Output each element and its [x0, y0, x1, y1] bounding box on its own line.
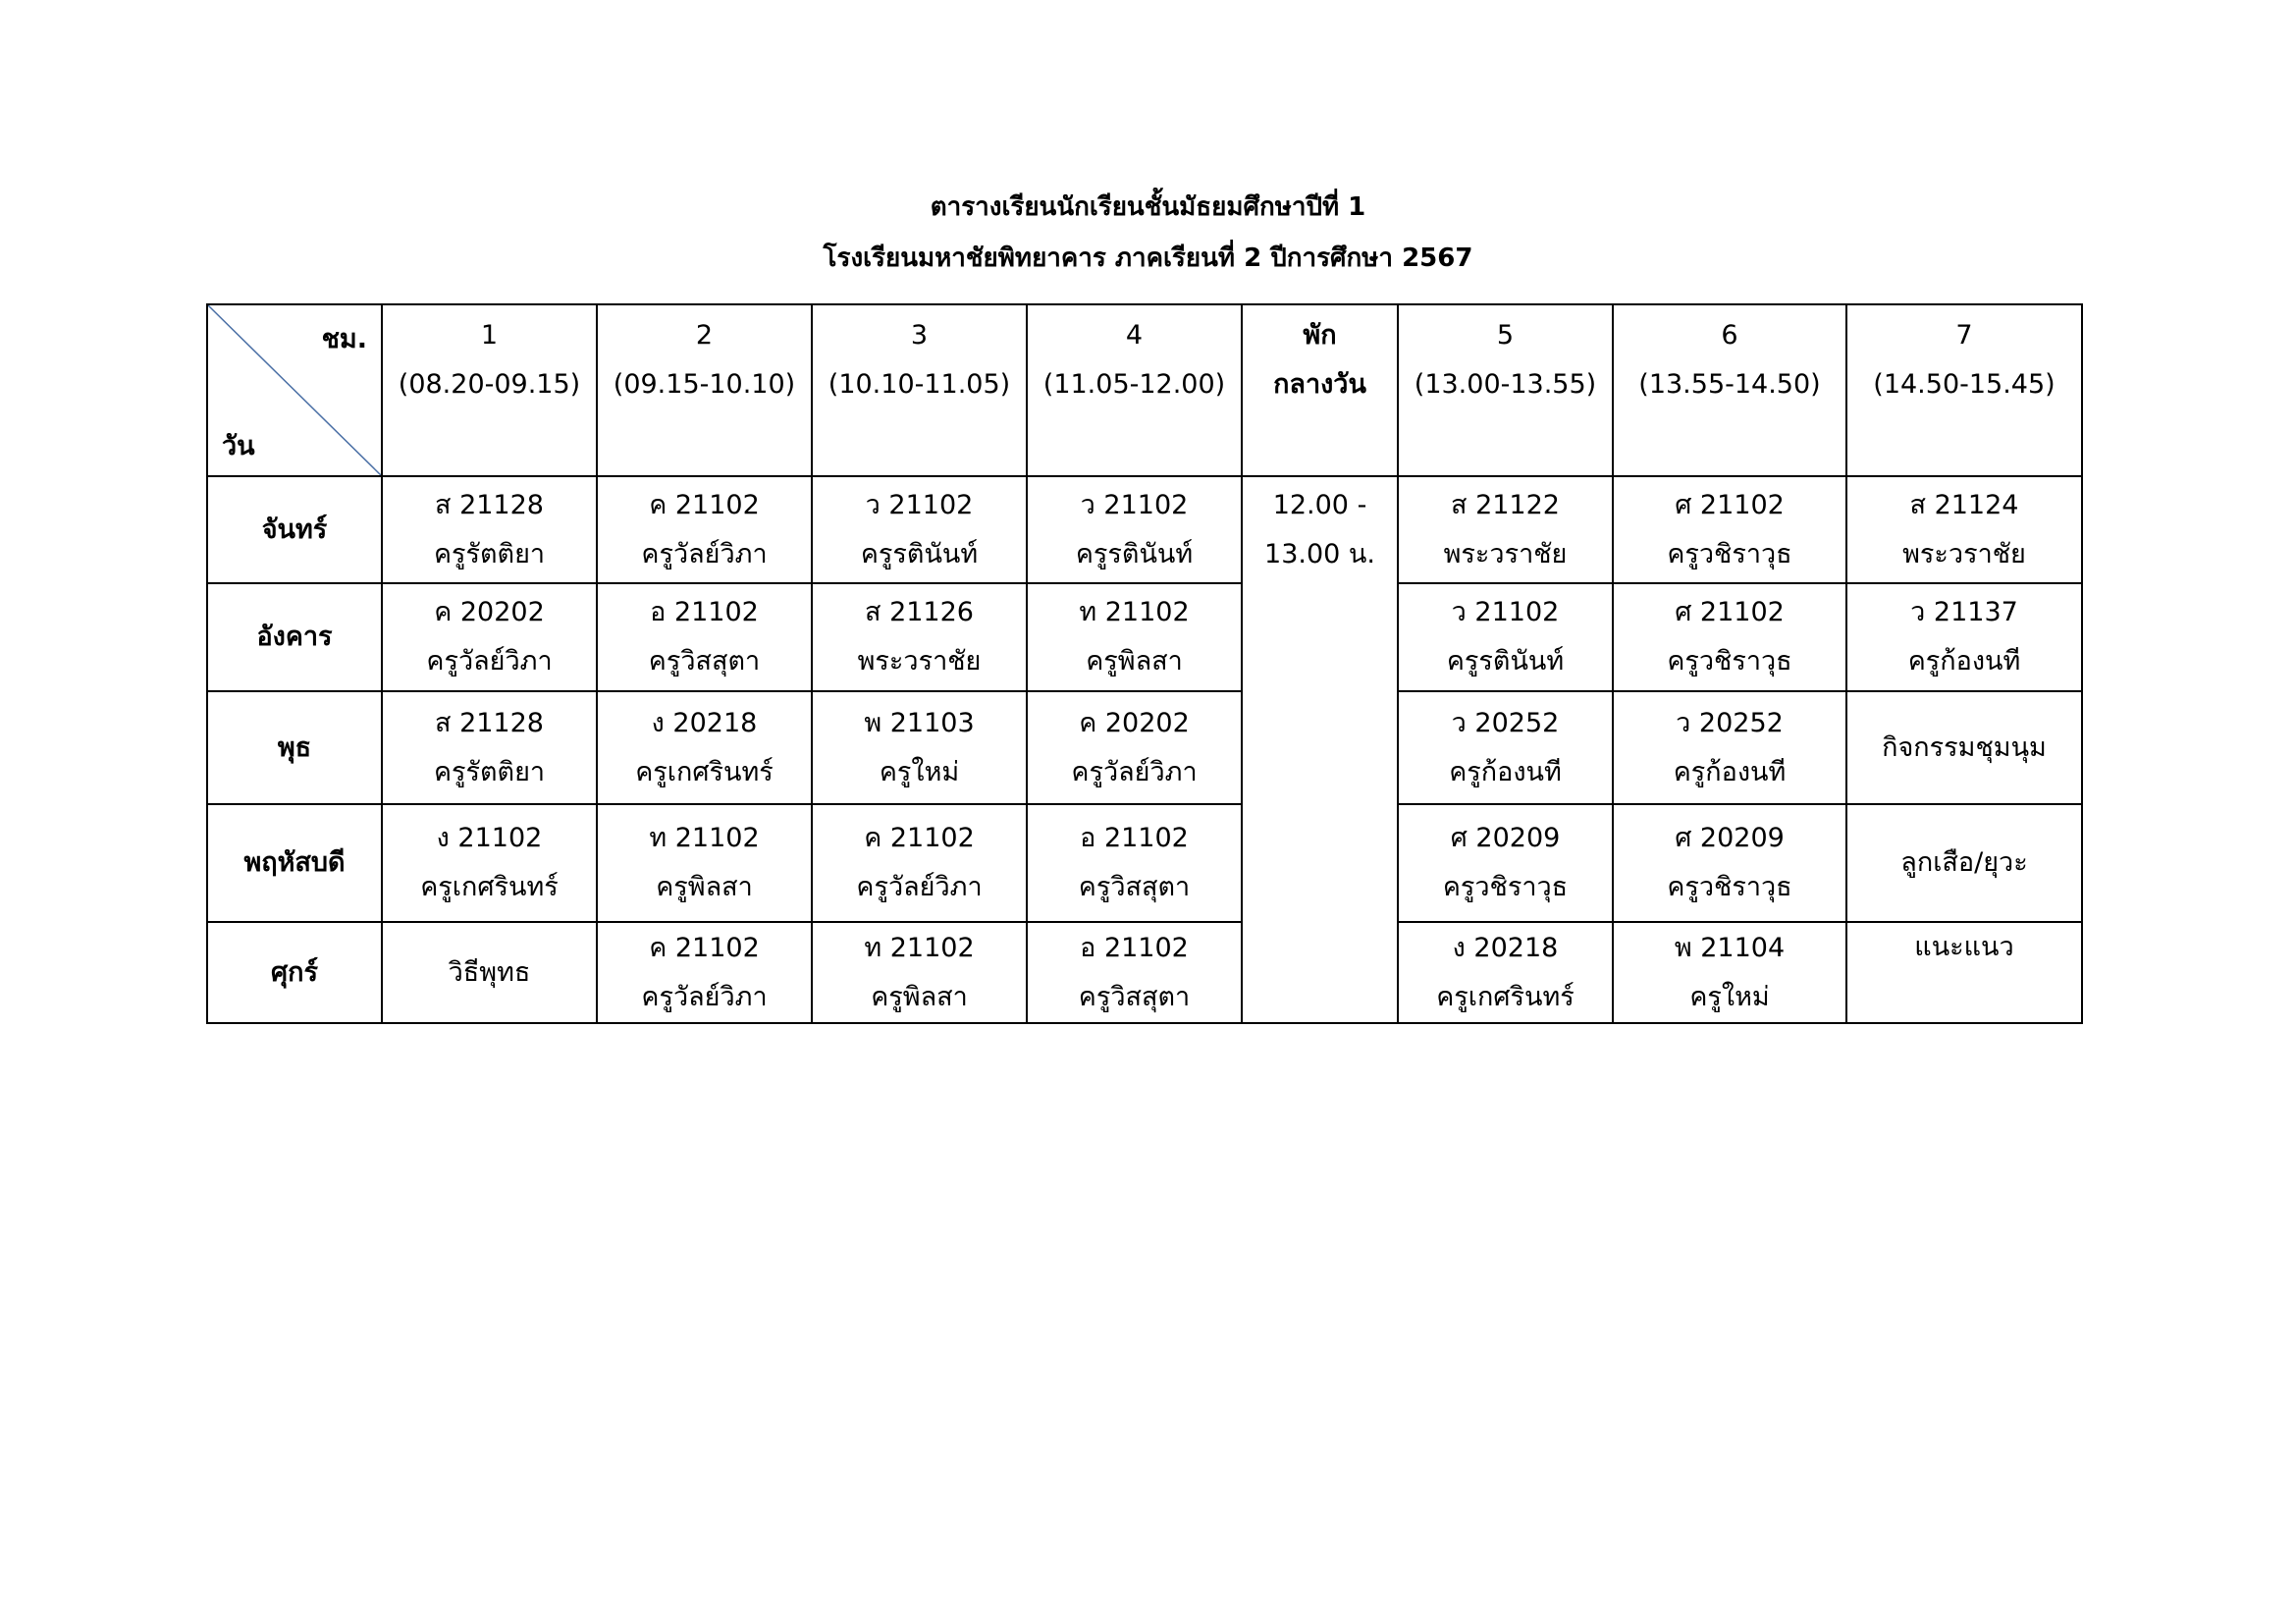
course-code: ส 21128	[435, 489, 544, 520]
teacher-name: พระวราชัย	[1443, 538, 1568, 569]
class-cell	[382, 691, 597, 804]
teacher-name: ครูวิสสุตา	[1078, 981, 1191, 1012]
class-cell	[1613, 691, 1846, 804]
class-cell	[597, 691, 812, 804]
teacher-name: พระวราชัย	[1902, 538, 2026, 569]
course-code: ค 21102	[649, 489, 760, 520]
period-number: 1	[480, 320, 499, 351]
teacher-name: ครูรตินันท์	[860, 538, 979, 569]
teacher-name: ครูเกศรินทร์	[635, 756, 774, 787]
class-cell	[597, 583, 812, 691]
class-cell	[1613, 922, 1846, 1023]
period-time: (13.00-13.55)	[1414, 369, 1597, 400]
course-code: อ 21102	[1080, 823, 1189, 853]
activity-cell	[382, 922, 597, 1023]
course-code: พ 21104	[1674, 932, 1786, 963]
teacher-name: ครูใหม่	[879, 756, 960, 787]
course-code: ค 20202	[1079, 707, 1190, 738]
course-code: ส 21126	[865, 597, 974, 627]
class-cell	[382, 804, 597, 922]
course-code: อ 21102	[1080, 932, 1189, 963]
course-code: ท 21102	[1079, 597, 1190, 627]
lunch-sublabel: กลางวัน	[1273, 369, 1366, 400]
class-cell	[1398, 804, 1613, 922]
teacher-name: ครูวชิราวุธ	[1442, 872, 1569, 902]
teacher-name: ครูรตินันท์	[1075, 538, 1194, 569]
lunch-label: พัก	[1303, 320, 1337, 351]
teacher-name: ครูวัลย์วิภา	[426, 646, 553, 677]
teacher-name: ครูก้องนที	[1449, 756, 1562, 787]
day-row-tuesday	[207, 583, 2082, 691]
teacher-name: ครูใหม่	[1689, 981, 1770, 1012]
period-number: 5	[1496, 320, 1515, 351]
teacher-name: ครูพิลสา	[871, 981, 968, 1012]
course-code: ค 21102	[649, 932, 760, 963]
class-cell	[1613, 583, 1846, 691]
break-start: 12.00 -	[1272, 490, 1367, 520]
course-code: ศ 20209	[1450, 823, 1561, 853]
class-cell	[382, 476, 597, 583]
class-cell	[1027, 922, 1242, 1023]
course-code: ว 21102	[1451, 597, 1560, 627]
day-row-monday	[207, 476, 2082, 583]
period-number: 4	[1125, 320, 1144, 351]
teacher-name: ครูวัลย์วิภา	[641, 538, 768, 569]
course-code: ง 21102	[436, 823, 543, 853]
teacher-name: ครูก้องนที	[1673, 756, 1787, 787]
course-code: ท 21102	[864, 932, 975, 963]
lunch-break-cell	[1242, 476, 1398, 1023]
teacher-name: ครูรัตติยา	[433, 756, 546, 787]
course-code: ว 20252	[1451, 707, 1560, 738]
period-header	[1613, 304, 1846, 476]
activity-cell	[1846, 922, 2082, 1023]
teacher-name: ครูวชิราวุธ	[1667, 646, 1792, 677]
day-row-wednesday	[207, 691, 2082, 804]
period-time: (11.05-12.00)	[1042, 369, 1226, 400]
period-time: (10.10-11.05)	[828, 369, 1011, 400]
class-cell	[1027, 476, 1242, 583]
class-cell	[812, 476, 1027, 583]
period-time: (09.15-10.10)	[613, 369, 796, 400]
course-code: ว 21102	[1080, 489, 1189, 520]
day-row-friday	[207, 922, 2082, 1023]
school-term-subtitle: โรงเรียนมหาชัยพิทยาคาร ภาคเรียนที่ 2 ปีการศึกษา 2567	[823, 244, 1473, 273]
period-time: (14.50-15.45)	[1873, 369, 2056, 400]
teacher-name: ครูวิสสุตา	[1078, 872, 1191, 902]
course-code: ว 21102	[865, 489, 974, 520]
activity-name: ลูกเสือ/ยุวะ	[1900, 847, 2028, 878]
course-code: ค 20202	[434, 597, 545, 627]
period-header	[382, 304, 597, 476]
period-header	[597, 304, 812, 476]
teacher-name: ครูวิสสุตา	[648, 646, 761, 677]
activity-name: วิธีพุทธ	[448, 956, 531, 988]
teacher-name: ครูวัลย์วิภา	[641, 981, 768, 1012]
course-code: ว 21137	[1910, 597, 2018, 627]
class-cell	[1846, 476, 2082, 583]
period-number: 7	[1955, 320, 1973, 351]
class-cell	[382, 583, 597, 691]
class-cell	[812, 804, 1027, 922]
class-cell	[1398, 583, 1613, 691]
period-header-label: ชม.	[321, 324, 367, 354]
course-code: ง 20218	[1452, 932, 1559, 963]
course-code: ค 21102	[864, 823, 975, 853]
class-cell	[1027, 583, 1242, 691]
period-time: (08.20-09.15)	[398, 369, 581, 400]
teacher-name: ครูก้องนที	[1907, 646, 2021, 677]
activity-name: แนะแนว	[1914, 932, 2014, 962]
class-cell	[1398, 691, 1613, 804]
class-cell	[597, 922, 812, 1023]
class-cell	[812, 922, 1027, 1023]
period-header	[812, 304, 1027, 476]
teacher-name: ครูพิลสา	[656, 872, 753, 902]
teacher-name: ครูวชิราวุธ	[1667, 538, 1792, 569]
day-row-thursday	[207, 804, 2082, 922]
class-cell	[597, 476, 812, 583]
class-cell	[812, 691, 1027, 804]
activity-cell	[1846, 804, 2082, 922]
period-number: 6	[1721, 320, 1738, 351]
schedule-title: ตารางเรียนนักเรียนชั้นมัธยมศึกษาปีที่ 1	[930, 192, 1366, 222]
period-header	[1846, 304, 2082, 476]
course-code: ท 21102	[649, 823, 760, 853]
teacher-name: ครูเกศรินทร์	[1436, 981, 1575, 1012]
corner-cell	[207, 304, 382, 476]
course-code: ส 21122	[1451, 489, 1560, 520]
activity-cell	[1846, 691, 2082, 804]
day-label: อังคาร	[207, 583, 382, 691]
course-code: ส 21128	[435, 707, 544, 738]
teacher-name: ครูรตินันท์	[1446, 646, 1565, 677]
course-code: พ 21103	[864, 707, 975, 738]
class-cell	[1398, 476, 1613, 583]
course-code: ส 21124	[1909, 489, 2019, 520]
course-code: ว 20252	[1676, 707, 1784, 738]
header-row	[207, 304, 2082, 476]
day-label: จันทร์	[207, 476, 382, 583]
break-end: 13.00 น.	[1264, 539, 1375, 569]
course-code: อ 21102	[650, 597, 759, 627]
teacher-name: ครูวัลย์วิภา	[856, 872, 983, 902]
teacher-name: ครูพิลสา	[1086, 646, 1183, 677]
class-cell	[1613, 804, 1846, 922]
class-cell	[1846, 583, 2082, 691]
lunch-header	[1242, 304, 1398, 476]
teacher-name: ครูรัตติยา	[433, 538, 546, 569]
period-time: (13.55-14.50)	[1638, 369, 1821, 400]
day-label: พฤหัสบดี	[207, 804, 382, 922]
day-label: พุธ	[207, 691, 382, 804]
class-cell	[1613, 476, 1846, 583]
class-cell	[1027, 691, 1242, 804]
period-number: 3	[910, 320, 929, 351]
teacher-name: ครูวชิราวุธ	[1667, 872, 1792, 902]
activity-name: กิจกรรมชุมนุม	[1882, 731, 2047, 763]
class-cell	[1398, 922, 1613, 1023]
period-number: 2	[695, 320, 714, 351]
period-header	[1398, 304, 1613, 476]
class-cell	[597, 804, 812, 922]
teacher-name: พระวราชัย	[857, 646, 982, 677]
class-cell	[1027, 804, 1242, 922]
class-cell	[812, 583, 1027, 691]
course-code: ศ 20209	[1675, 823, 1785, 853]
day-header-label: วัน	[222, 431, 255, 461]
period-header	[1027, 304, 1242, 476]
course-code: ง 20218	[651, 707, 758, 738]
teacher-name: ครูเกศรินทร์	[420, 872, 559, 902]
day-label: ศุกร์	[207, 922, 382, 1023]
course-code: ศ 21102	[1675, 489, 1785, 520]
course-code: ศ 21102	[1675, 597, 1785, 627]
timetable	[206, 303, 2083, 1024]
teacher-name: ครูวัลย์วิภา	[1071, 756, 1198, 787]
